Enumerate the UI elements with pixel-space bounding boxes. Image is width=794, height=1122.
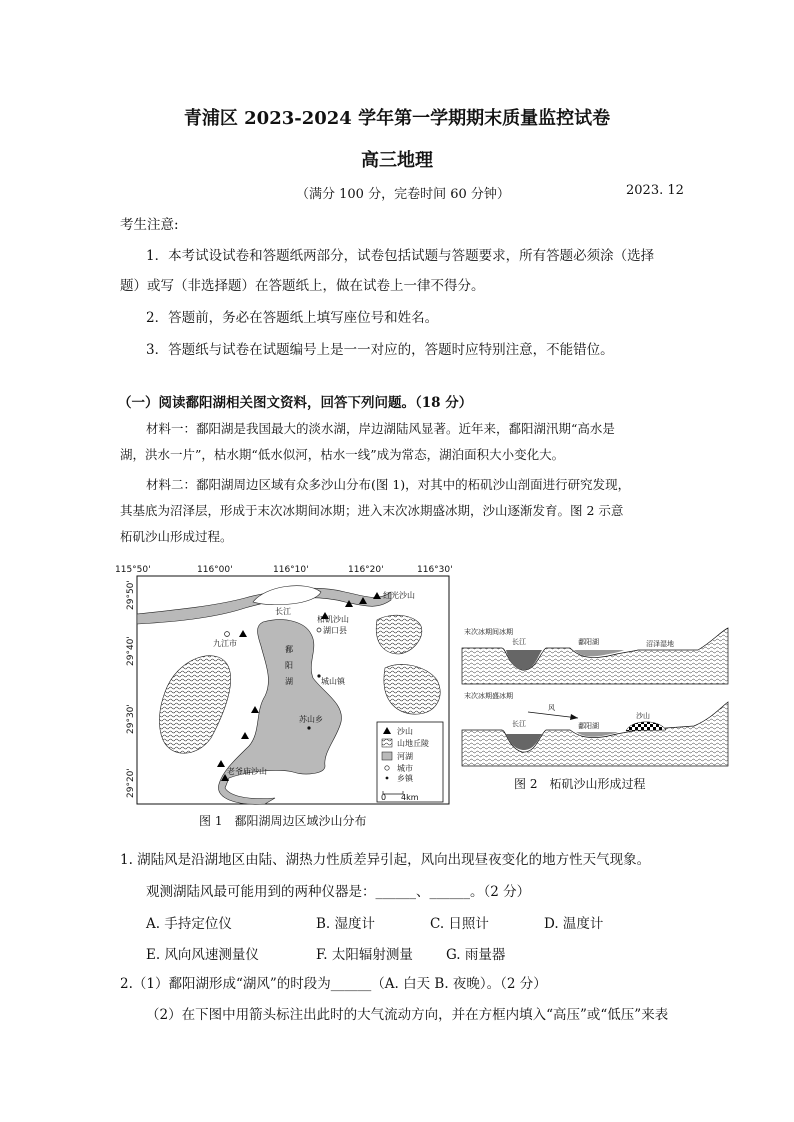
label-changjiang: 长江 bbox=[275, 607, 291, 616]
fig2-lower-label-1: 长江 bbox=[512, 720, 526, 728]
question-1-prompt: 观测湖陆风最可能用到的两种仪器是：______、______。（2 分） bbox=[146, 884, 531, 900]
option-b: B. 湿度计 bbox=[316, 916, 376, 932]
legend-sand: 沙山 bbox=[397, 727, 413, 736]
option-c: C. 日照计 bbox=[430, 916, 489, 932]
lon-tick-3: 116°10' bbox=[273, 565, 309, 575]
fig2-upper-label-3: 沼泽湿地 bbox=[646, 640, 674, 648]
legend-hill: 山地丘陵 bbox=[397, 739, 429, 748]
fig2-wind-arrowhead bbox=[570, 714, 578, 720]
question-1: 1. 湖陆风是沿湖地区由陆、湖热力性质差异引起，风向出现昼夜变化的地方性天气现象。 bbox=[120, 852, 651, 868]
option-e: E. 风向风速测量仪 bbox=[146, 947, 259, 963]
label-hongguang: 红光沙山 bbox=[383, 591, 415, 600]
option-f: F. 太阳辐射测量 bbox=[316, 947, 413, 963]
fig2-upper-label-2: 鄱阳湖 bbox=[578, 638, 599, 646]
material-2-line-2: 其基底为沼泽层，形成于末次冰期间冰期；进入末次冰期盛冰期，沙山逐渐发育。图 2 示意 bbox=[120, 503, 624, 518]
label-laoyemiao: 老爷庙沙山 bbox=[227, 767, 267, 776]
lat-tick-1: 29°50' bbox=[126, 580, 136, 610]
figure-1-map bbox=[115, 562, 455, 812]
label-chengshan: 城山镇 bbox=[321, 677, 345, 686]
lon-tick-1: 115°50' bbox=[115, 565, 151, 575]
legend-scale-zero: 0 bbox=[381, 793, 387, 802]
exam-title: 青浦区 2023-2024 学年第一学期期末质量监控试卷 bbox=[183, 108, 611, 129]
fig2-lower-label-3: 沙山 bbox=[636, 712, 650, 720]
notice-item-2: 2．答题前，务必在答题纸上填写座位号和姓名。 bbox=[146, 310, 439, 326]
lat-tick-3: 29°30' bbox=[126, 704, 136, 734]
label-poyang-2: 阳 bbox=[285, 661, 293, 670]
material-2-line-1: 材料二：鄱阳湖周边区域有众多沙山分布(图 1)，对其中的柘矶沙山剖面进行研究发现， bbox=[146, 477, 631, 492]
figure-1-caption: 图 1 鄱阳湖周边区域沙山分布 bbox=[199, 814, 367, 828]
fig2-wind-label: 风 bbox=[548, 704, 555, 712]
legend-lake-icon bbox=[382, 752, 392, 760]
lon-tick-5: 116°30' bbox=[417, 565, 453, 575]
sushan-marker bbox=[307, 726, 310, 729]
legend-hill-icon bbox=[382, 739, 392, 747]
material-1-line-2: 湖，洪水一片”，枯水期“低水似河，枯水一线”成为常态，湖泊面积大小变化大。 bbox=[120, 447, 565, 462]
label-poyang-1: 鄱 bbox=[285, 645, 293, 654]
figure-2-caption: 图 2 柘矶沙山形成过程 bbox=[514, 777, 646, 791]
option-g: G. 雨量器 bbox=[446, 947, 506, 963]
fig2-upper-title: 末次冰期间冰期 bbox=[464, 628, 513, 636]
question-2-part-2: （2）在下图中用箭头标注出此时的大气流动方向，并在方框内填入“高压”或“低压”来表 bbox=[146, 1007, 669, 1023]
lon-tick-2: 116°00' bbox=[197, 565, 233, 575]
exam-date: 2023. 12 bbox=[626, 183, 684, 198]
question-2-part-1: 2.（1）鄱阳湖形成“湖风”的时段为______（A. 白天 B. 夜晚）。（2 分） bbox=[120, 976, 547, 992]
fig2-sand-dune bbox=[626, 722, 666, 731]
label-poyang-3: 湖 bbox=[285, 677, 293, 686]
notice-item-3: 3．答题纸与试卷在试题编号上是一一对应的，答题时应特别注意，不能错位。 bbox=[146, 342, 614, 358]
legend-city: 城市 bbox=[397, 764, 413, 773]
label-jiujiang: 九江市 bbox=[213, 639, 237, 648]
legend-lake: 河湖 bbox=[397, 752, 413, 761]
legend-town: 乡镇 bbox=[397, 774, 413, 783]
material-1-line-1: 材料一：鄱阳湖是我国最大的淡水湖，岸边湖陆风显著。近年来，鄱阳湖汛期“高水是 bbox=[146, 421, 615, 436]
option-a: A. 手持定位仪 bbox=[146, 916, 232, 932]
label-hukou: 湖口县 bbox=[323, 626, 347, 635]
legend-scale: 4km bbox=[401, 793, 419, 802]
fig2-lower-label-2: 鄱阳湖 bbox=[578, 722, 599, 730]
notice-item-1-cont: 题）或写（非选择题）在答题纸上，做在试卷上一律不得分。 bbox=[120, 278, 485, 294]
material-2-line-3: 柘矶沙山形成过程。 bbox=[120, 529, 233, 544]
lon-tick-4: 116°20' bbox=[348, 565, 384, 575]
figure-2-diagram bbox=[458, 622, 732, 772]
label-sushan: 苏山乡 bbox=[299, 715, 323, 724]
legend-town-icon bbox=[386, 777, 389, 780]
notice-heading: 考生注意: bbox=[120, 217, 179, 233]
notice-item-1: 1．本考试设试卷和答题纸两部分，试卷包括试题与答题要求，所有答题必须涂（选择 bbox=[146, 248, 655, 264]
exam-subtitle: 高三地理 bbox=[361, 150, 433, 171]
option-d: D. 温度计 bbox=[544, 916, 604, 932]
exam-info: （满分 100 分，完卷时间 60 分钟） bbox=[296, 187, 510, 202]
fig2-lower-title: 末次冰期盛冰期 bbox=[464, 692, 513, 700]
label-zheji: 柘矶沙山 bbox=[317, 615, 349, 624]
lat-tick-2: 29°40' bbox=[126, 636, 136, 666]
section-1-heading: （一）阅读鄱阳湖相关图文资料，回答下列问题。（18 分） bbox=[118, 395, 473, 411]
lat-tick-4: 29°20' bbox=[126, 768, 136, 798]
fig2-upper-label-1: 长江 bbox=[512, 638, 526, 646]
